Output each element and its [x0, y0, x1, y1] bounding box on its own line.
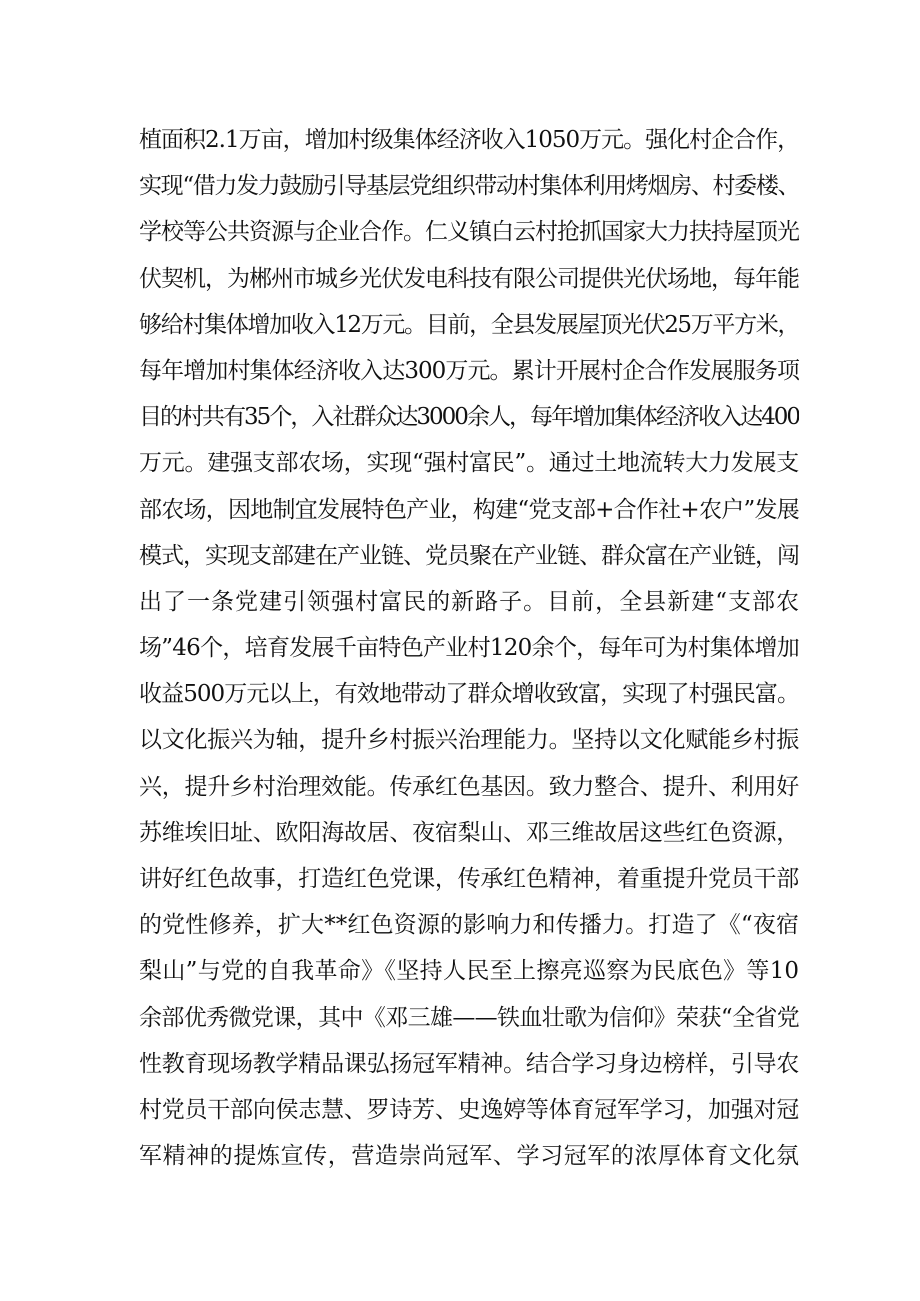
text-line: 实现“借力发力鼓励引导基层党组织带动村集体利用烤烟房、村委楼、	[139, 173, 799, 200]
text-line: 植面积2.1万亩，增加村级集体经济收入1050万元。强化村企合作，	[139, 127, 799, 153]
text-line: 收益500万元以上，有效地带动了群众增收致富，实现了村强民富。	[139, 681, 799, 708]
text-line: 以文化振兴为轴，提升乡村振兴治理能力。坚持以文化赋能乡村振	[139, 727, 799, 754]
text-line: 万元。建强支部农场，实现“强村富民”。通过土地流转大力发展支	[139, 450, 799, 477]
text-line: 讲好红色故事，打造红色党课，传承红色精神，着重提升党员干部	[139, 866, 799, 892]
text-line: 伏契机，为郴州市城乡光伏发电科技有限公司提供光伏场地，每年能	[139, 265, 799, 292]
text-line: 余部优秀微党课，其中《邓三雄——铁血壮歌为信仰》荣获“全省党	[139, 1004, 799, 1031]
text-line: 出了一条党建引领强村富民的新路子。目前，全县新建“支部农	[139, 588, 799, 615]
text-line: 军精神的提炼宣传，营造崇尚冠军、学习冠军的浓厚体育文化氛	[139, 1143, 799, 1170]
text-line: 够给村集体增加收入12万元。目前，全县发展屋顶光伏25万平方米，	[139, 311, 799, 338]
text-line: 性教育现场教学精品课弘扬冠军精神。结合学习身边榜样，引导农	[139, 1050, 799, 1077]
text-line: 村党员干部向侯志慧、罗诗芳、史逸婷等体育冠军学习，加强对冠	[139, 1096, 799, 1123]
text-line: 梨山”与党的自我革命》《坚持人民至上擦亮巡察为民底色》等10	[139, 958, 799, 985]
text-line: 每年增加村集体经济收入达300万元。累计开展村企合作发展服务项	[139, 357, 799, 384]
text-line: 苏维埃旧址、欧阳海故居、夜宿梨山、邓三维故居这些红色资源，	[139, 819, 799, 846]
text-line: 学校等公共资源与企业合作。仁义镇白云村抢抓国家大力扶持屋顶光	[139, 219, 799, 246]
text-line: 兴，提升乡村治理效能。传承红色基因。致力整合、提升、利用好	[139, 773, 799, 800]
text-line: 的党性修养，扩大**红色资源的影响力和传播力。打造了《“夜宿	[139, 912, 799, 939]
text-line: 目的村共有35个，入社群众达3000余人，每年增加集体经济收入达400	[139, 404, 799, 431]
text-line: 部农场，因地制宜发展特色产业，构建“党支部+合作社+农户”发展	[139, 496, 799, 523]
text-line: 模式，实现支部建在产业链、党员聚在产业链、群众富在产业链，闯	[139, 542, 799, 569]
text-line: 场”46个，培育发展千亩特色产业村120余个，每年可为村集体增加	[139, 635, 799, 662]
body-text	[139, 117, 799, 1179]
